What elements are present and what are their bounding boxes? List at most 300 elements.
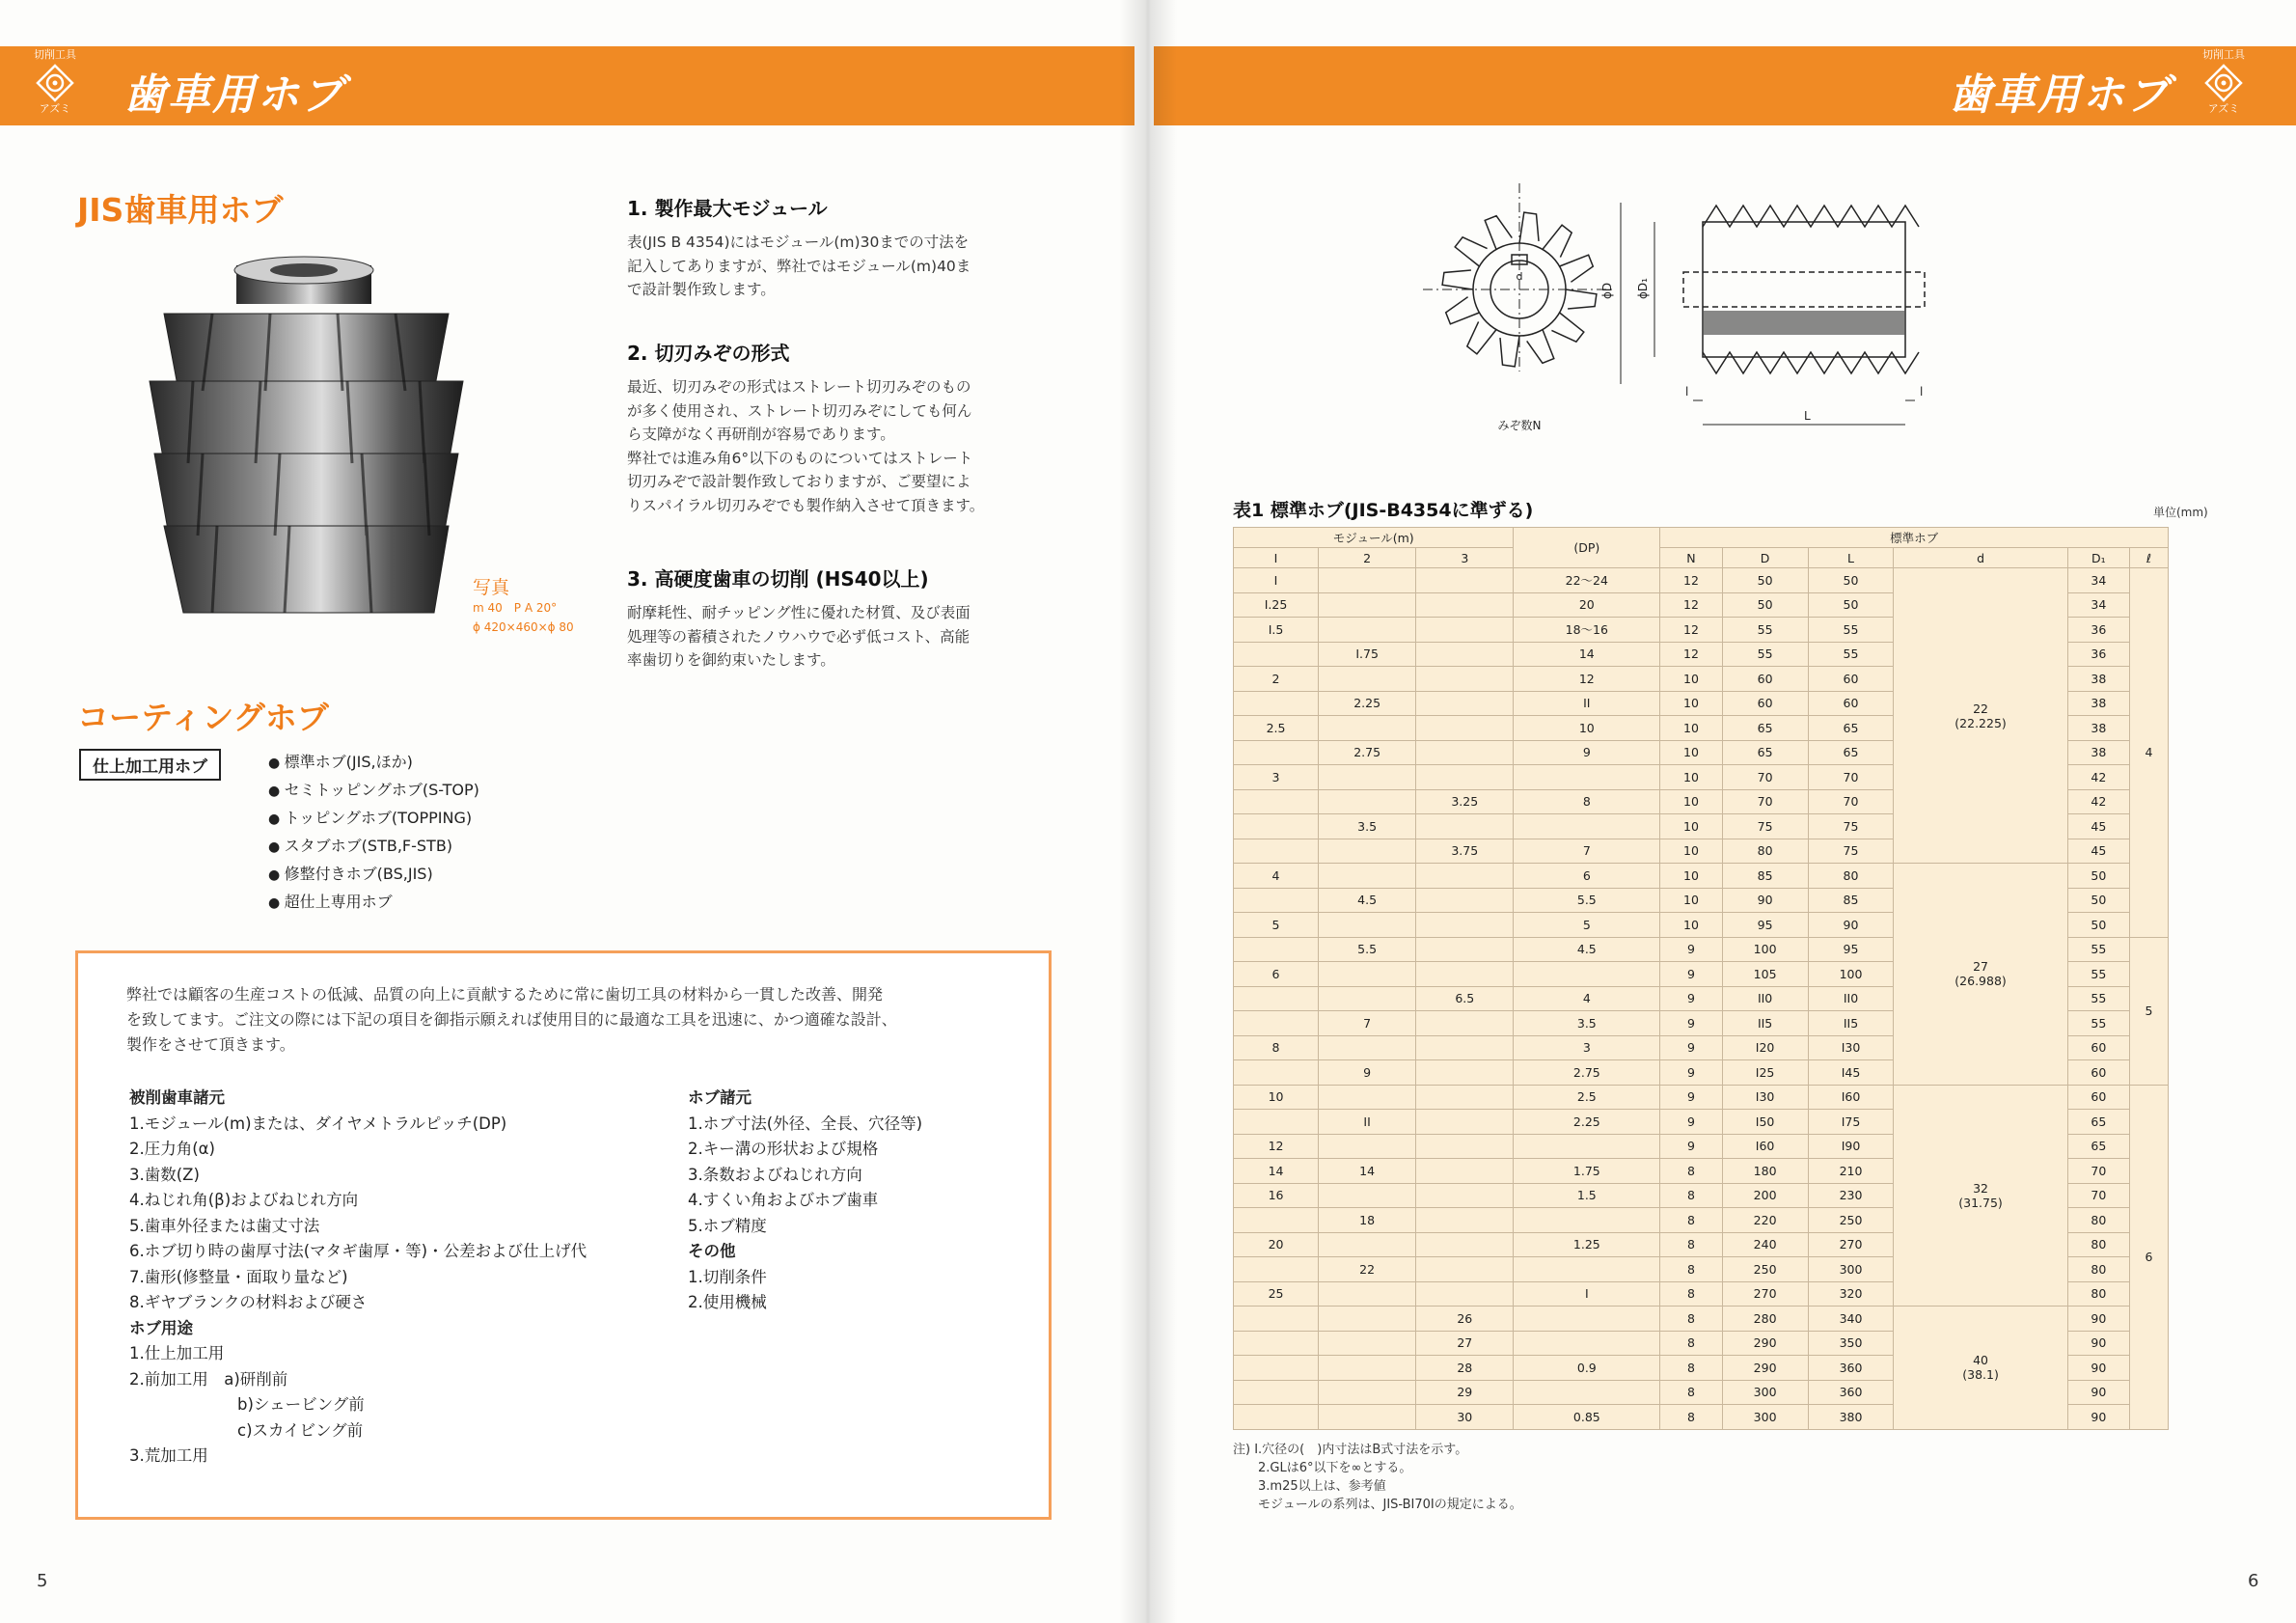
table-cell xyxy=(1234,888,1319,913)
table-cell xyxy=(1416,667,1514,692)
table-cell: 8 xyxy=(1660,1208,1722,1233)
section-title: 2. 切刃みぞの形式 xyxy=(627,342,790,365)
table-cell: 10 xyxy=(1660,864,1722,889)
table-cell: 90 xyxy=(2067,1405,2129,1430)
table-cell xyxy=(1234,642,1319,667)
body-line: 表(JIS B 4354)にはモジュール(m)30までの寸法を xyxy=(627,234,970,251)
list-item: 3.歯数(Z) xyxy=(129,1165,200,1184)
list-item: ● 標準ホブ(JIS,ほか) xyxy=(268,749,479,777)
logo-text: アズミ xyxy=(2207,102,2240,115)
table-cell xyxy=(1319,1281,1416,1307)
table-cell: 3.25 xyxy=(1416,789,1514,814)
section-title: 3. 高硬度歯車の切削 (HS40以上) xyxy=(627,567,929,591)
table-cell: I30 xyxy=(1808,1035,1894,1060)
table-cell: 38 xyxy=(2067,716,2129,741)
table-cell: I75 xyxy=(1808,1110,1894,1135)
table-cell: 5 xyxy=(1234,913,1319,938)
header-small-label: 切削工具 xyxy=(34,48,76,61)
table-cell: 80 xyxy=(2067,1232,2129,1257)
table-cell: 90 xyxy=(1722,888,1808,913)
body-line: で設計製作致します。 xyxy=(627,281,776,298)
table-cell: 2.75 xyxy=(1514,1060,1660,1086)
list-item: ● トッピングホブ(TOPPING) xyxy=(268,805,479,833)
d-value: 22 xyxy=(1973,701,1988,716)
table-cell: 55 xyxy=(1808,618,1894,643)
standard-hob-table xyxy=(1233,527,2169,1430)
table-cell xyxy=(1319,962,1416,987)
table-cell: 9 xyxy=(1660,1085,1722,1110)
table-cell: 10 xyxy=(1660,716,1722,741)
table-cell xyxy=(1416,1183,1514,1208)
table-cell: 50 xyxy=(2067,888,2129,913)
header-cell: N xyxy=(1660,548,1722,568)
table-cell: 290 xyxy=(1722,1356,1808,1381)
table-cell: 3 xyxy=(1514,1035,1660,1060)
table-cell: 5.5 xyxy=(1319,937,1416,962)
table-cell: I.75 xyxy=(1319,642,1416,667)
table-cell xyxy=(1514,765,1660,790)
table-cell: 105 xyxy=(1722,962,1808,987)
table-cell: 16 xyxy=(1234,1183,1319,1208)
d-value-inch: (22.225) xyxy=(1954,715,2007,730)
header-cell: 2 xyxy=(1319,548,1416,568)
header-cell: d xyxy=(1894,548,2067,568)
photo-caption-spec1: m 40 P A 20° xyxy=(473,601,558,615)
table-cell xyxy=(1234,1405,1319,1430)
table-cell: 8 xyxy=(1660,1331,1722,1356)
logo-emblem-icon xyxy=(36,64,74,102)
table-cell: 250 xyxy=(1722,1257,1808,1282)
table-body xyxy=(1234,568,2169,1430)
table-cell: 2.25 xyxy=(1319,691,1416,716)
table-cell: 65 xyxy=(1808,716,1894,741)
table-cell: 360 xyxy=(1808,1356,1894,1381)
body-line: 最近、切刃みぞの形式はストレート切刃みぞのもの xyxy=(627,378,971,396)
photo-caption xyxy=(473,577,574,637)
list-item: 8.ギヤブランクの材料および硬さ xyxy=(129,1293,368,1311)
table-cell: 60 xyxy=(1808,667,1894,692)
table-cell: I20 xyxy=(1722,1035,1808,1060)
list-item: 4.ねじれ角(β)およびねじれ方向 xyxy=(129,1191,359,1209)
table-cell: 38 xyxy=(2067,740,2129,765)
table-cell: 5.5 xyxy=(1514,888,1660,913)
table-cell: 60 xyxy=(2067,1085,2129,1110)
table-cell xyxy=(1416,864,1514,889)
table-cell: 1.5 xyxy=(1514,1183,1660,1208)
table-cell: 8 xyxy=(1234,1035,1319,1060)
table-cell: 50 xyxy=(1722,568,1808,593)
table-cell: 70 xyxy=(1722,765,1808,790)
table-cell: 240 xyxy=(1722,1232,1808,1257)
table-cell: 14 xyxy=(1514,642,1660,667)
table-cell: 210 xyxy=(1808,1159,1894,1184)
table-cell: 12 xyxy=(1660,568,1722,593)
section-hard-gear xyxy=(627,564,1080,673)
table-cell xyxy=(1416,1281,1514,1307)
table-cell: 36 xyxy=(2067,618,2129,643)
table-cell: 12 xyxy=(1660,618,1722,643)
logo-emblem-icon xyxy=(2204,64,2243,102)
table-cell: 60 xyxy=(2067,1060,2129,1086)
list-item: 5.歯車外径または歯丈寸法 xyxy=(129,1216,320,1235)
table-cell: 12 xyxy=(1234,1134,1319,1159)
table-cell: 6.5 xyxy=(1416,986,1514,1011)
table-cell: 26 xyxy=(1416,1307,1514,1332)
header-standard-hob: 標準ホブ xyxy=(1660,528,2169,548)
list-item: 3.条数およびねじれ方向 xyxy=(688,1165,862,1184)
table-cell: 70 xyxy=(2067,1159,2129,1184)
coating-hob-heading: コーティングホブ xyxy=(77,699,329,736)
table-cell xyxy=(1416,1208,1514,1233)
table-cell: 10 xyxy=(1660,839,1722,864)
table-cell: 4.5 xyxy=(1514,937,1660,962)
table-cell: 8 xyxy=(1660,1405,1722,1430)
table-cell: 300 xyxy=(1722,1380,1808,1405)
table-cell: 9 xyxy=(1660,986,1722,1011)
header-cell: D₁ xyxy=(2067,548,2129,568)
table-cell: 50 xyxy=(2067,864,2129,889)
gear-spec-heading: 被削歯車諸元 xyxy=(129,1088,225,1107)
table-cell: 20 xyxy=(1234,1232,1319,1257)
header-cell: D xyxy=(1722,548,1808,568)
table-cell: 12 xyxy=(1660,592,1722,618)
table-cell: 20 xyxy=(1514,592,1660,618)
table-cell xyxy=(1514,1257,1660,1282)
header-cell: L xyxy=(1808,548,1894,568)
body-line: 弊社では進み角6°以下のものについてはストレート xyxy=(627,449,973,467)
logo-text: アズミ xyxy=(39,102,71,115)
table-cell xyxy=(1319,1134,1416,1159)
table-cell: II xyxy=(1319,1110,1416,1135)
table-cell: 95 xyxy=(1722,913,1808,938)
header-module: モジュール(m) xyxy=(1234,528,1514,548)
table-cell: 8 xyxy=(1660,1257,1722,1282)
table-cell xyxy=(1319,1307,1416,1332)
table-cell xyxy=(1234,814,1319,839)
table-cell: 3.75 xyxy=(1416,839,1514,864)
table-cell: 360 xyxy=(1808,1380,1894,1405)
table-cell: 1.75 xyxy=(1514,1159,1660,1184)
body-line: が多く使用され、ストレート切刃みぞにしても何ん xyxy=(627,401,972,420)
coating-list xyxy=(268,749,479,917)
table-cell-l: 5 xyxy=(2130,937,2169,1085)
table-row xyxy=(1234,864,2169,889)
header-cell: 3 xyxy=(1416,548,1514,568)
intro-line: を致してます。ご注文の際には下記の項目を御指示願えれば使用目的に最適な工具を迅速に、かつ適確な設計、 xyxy=(126,1010,897,1029)
table-cell: 4.5 xyxy=(1319,888,1416,913)
table-cell: 38 xyxy=(2067,691,2129,716)
label-length: L xyxy=(1804,409,1811,423)
table-cell xyxy=(1234,1011,1319,1036)
table-cell: 10 xyxy=(1660,814,1722,839)
table-cell: 350 xyxy=(1808,1331,1894,1356)
table-cell: I xyxy=(1234,568,1319,593)
table-cell: 340 xyxy=(1808,1307,1894,1332)
list-item: 1.切削条件 xyxy=(688,1267,767,1286)
table-cell xyxy=(1416,814,1514,839)
table-cell: 270 xyxy=(1722,1281,1808,1307)
table-cell: 10 xyxy=(1660,913,1722,938)
table-cell xyxy=(1234,789,1319,814)
table-cell xyxy=(1234,691,1319,716)
table-cell: 18～16 xyxy=(1514,618,1660,643)
body-line: 耐摩耗性、耐チッピング性に優れた材質、及び表面 xyxy=(627,604,970,621)
table-cell: 28 xyxy=(1416,1356,1514,1381)
table-cell: 27 xyxy=(1416,1331,1514,1356)
note-line: 3.m25以上は、参考値 xyxy=(1258,1479,1386,1494)
table-cell-l: 4 xyxy=(2130,568,2169,938)
section-max-module xyxy=(627,193,1080,302)
table-cell: 10 xyxy=(1660,888,1722,913)
table-cell: I.5 xyxy=(1234,618,1319,643)
table-cell: 50 xyxy=(1808,568,1894,593)
table-cell: 60 xyxy=(2067,1035,2129,1060)
list-item: 6.ホブ切り時の歯厚寸法(マタギ歯厚・等)・公差および仕上げ代 xyxy=(129,1242,588,1260)
table-cell: II5 xyxy=(1808,1011,1894,1036)
table-cell: 8 xyxy=(1660,1307,1722,1332)
page-number-right: 6 xyxy=(2248,1571,2259,1591)
table-cell xyxy=(1514,814,1660,839)
table-cell: 45 xyxy=(2067,814,2129,839)
table-cell: 300 xyxy=(1722,1405,1808,1430)
table-cell: 70 xyxy=(1808,765,1894,790)
table-cell xyxy=(1416,913,1514,938)
table-cell: 95 xyxy=(1808,937,1894,962)
table-cell: 70 xyxy=(1808,789,1894,814)
body-line: 記入してありますが、弊社ではモジュール(m)40ま xyxy=(627,257,971,275)
table-cell xyxy=(1416,740,1514,765)
order-intro xyxy=(126,982,1000,1058)
table-cell: 10 xyxy=(1514,716,1660,741)
table-cell: 9 xyxy=(1660,1060,1722,1086)
section-body xyxy=(627,231,1080,302)
table-cell xyxy=(1234,1380,1319,1405)
list-item: ● 超仕上専用ホブ xyxy=(268,889,479,917)
table-cell xyxy=(1319,1183,1416,1208)
table-cell-d xyxy=(1894,1307,2067,1430)
table-cell: 7 xyxy=(1319,1011,1416,1036)
table-cell xyxy=(1416,1085,1514,1110)
table-cell: 90 xyxy=(1808,913,1894,938)
header-small-label: 切削工具 xyxy=(2202,48,2245,61)
table-cell: II0 xyxy=(1722,986,1808,1011)
table-cell: 50 xyxy=(2067,913,2129,938)
table-cell: 8 xyxy=(1660,1380,1722,1405)
list-item: ● スタブホブ(STB,F-STB) xyxy=(268,833,479,861)
table-cell: 100 xyxy=(1808,962,1894,987)
table-cell xyxy=(1234,1331,1319,1356)
section-body xyxy=(627,375,1080,517)
table-cell: 12 xyxy=(1514,667,1660,692)
book-gutter xyxy=(1119,0,1177,1623)
table-cell xyxy=(1319,839,1416,864)
table-cell: 4 xyxy=(1234,864,1319,889)
table-cell: I60 xyxy=(1722,1134,1808,1159)
table-notes xyxy=(1233,1441,1522,1514)
table-cell xyxy=(1319,789,1416,814)
table-cell xyxy=(1234,1307,1319,1332)
note-line: 2.GLは6°以下を∞とする。 xyxy=(1258,1461,1412,1475)
list-item: 1.モジュール(m)または、ダイヤメトラルピッチ(DP) xyxy=(129,1114,507,1133)
table-cell: 80 xyxy=(2067,1257,2129,1282)
table-cell: 38 xyxy=(2067,667,2129,692)
table-cell: 230 xyxy=(1808,1183,1894,1208)
table-cell: 36 xyxy=(2067,642,2129,667)
table-cell: 180 xyxy=(1722,1159,1808,1184)
table-cell xyxy=(1514,1307,1660,1332)
page-number-left: 5 xyxy=(37,1571,48,1591)
table-cell: 380 xyxy=(1808,1405,1894,1430)
photo-caption-title: 写真 xyxy=(473,577,510,598)
table-cell xyxy=(1319,1356,1416,1381)
header-dp: (DP) xyxy=(1514,528,1660,568)
list-item: 1.ホブ寸法(外径、全長、穴径等) xyxy=(688,1114,923,1133)
table-cell: 8 xyxy=(1660,1356,1722,1381)
table-cell xyxy=(1319,592,1416,618)
table-cell: 70 xyxy=(2067,1183,2129,1208)
table-cell: 200 xyxy=(1722,1183,1808,1208)
table-cell: II5 xyxy=(1722,1011,1808,1036)
table-cell xyxy=(1319,568,1416,593)
table-cell: I30 xyxy=(1722,1085,1808,1110)
table-cell: 30 xyxy=(1416,1405,1514,1430)
list-item: 2.圧力角(α) xyxy=(129,1140,215,1158)
table-cell: 55 xyxy=(2067,962,2129,987)
label-flutes: みぞ数N xyxy=(1497,419,1542,432)
hob-spec-column xyxy=(688,1086,922,1316)
table-cell: 320 xyxy=(1808,1281,1894,1307)
label-d1: ϕD₁ xyxy=(1636,278,1650,299)
table-cell: 3.5 xyxy=(1514,1011,1660,1036)
table-cell: 75 xyxy=(1808,814,1894,839)
d-value-inch: (26.988) xyxy=(1954,974,2007,989)
table-cell xyxy=(1319,765,1416,790)
table-cell: 65 xyxy=(2067,1110,2129,1135)
table-cell: 18 xyxy=(1319,1208,1416,1233)
table-cell: 100 xyxy=(1722,937,1808,962)
table-cell xyxy=(1319,1035,1416,1060)
table-cell: 75 xyxy=(1722,814,1808,839)
label-d: d xyxy=(1516,270,1523,283)
table-cell: 12 xyxy=(1660,642,1722,667)
table-cell xyxy=(1319,913,1416,938)
list-item xyxy=(129,1367,587,1393)
table-unit: 単位(mm) xyxy=(2153,506,2208,519)
table-cell xyxy=(1416,1035,1514,1060)
table-cell: 85 xyxy=(1722,864,1808,889)
table-cell: 50 xyxy=(1722,592,1808,618)
table-cell: 3 xyxy=(1234,765,1319,790)
table-cell: I90 xyxy=(1808,1134,1894,1159)
table-cell: 60 xyxy=(1722,667,1808,692)
section-body xyxy=(627,601,1080,673)
intro-line: 弊社では顧客の生産コストの低減、品質の向上に貢献するために常に歯切工具の材料から一貫した改善、開発 xyxy=(126,985,884,1004)
table-cell: 280 xyxy=(1722,1307,1808,1332)
table-cell: 8 xyxy=(1660,1183,1722,1208)
table-cell xyxy=(1416,716,1514,741)
table-cell: 14 xyxy=(1319,1159,1416,1184)
table-cell: I45 xyxy=(1808,1060,1894,1086)
table-cell xyxy=(1319,1331,1416,1356)
table-cell: 55 xyxy=(2067,937,2129,962)
table-cell: 10 xyxy=(1660,789,1722,814)
table-cell: 55 xyxy=(1722,618,1808,643)
table-cell: 10 xyxy=(1660,667,1722,692)
table-cell: 0.85 xyxy=(1514,1405,1660,1430)
gear-spec-column xyxy=(129,1086,587,1470)
table-cell: 2.25 xyxy=(1514,1110,1660,1135)
right-page xyxy=(1148,0,2296,1623)
table-cell xyxy=(1319,1085,1416,1110)
table-cell xyxy=(1514,1331,1660,1356)
table-cell xyxy=(1234,1110,1319,1135)
table-cell: 0.9 xyxy=(1514,1356,1660,1381)
table-cell: 65 xyxy=(1722,716,1808,741)
table-cell xyxy=(1416,1232,1514,1257)
label-l-right: l xyxy=(1920,385,1924,399)
table-cell: II xyxy=(1514,691,1660,716)
table-cell: 34 xyxy=(2067,592,2129,618)
table-row xyxy=(1234,1085,2169,1110)
hob-photo xyxy=(145,256,468,642)
table-cell: 22～24 xyxy=(1514,568,1660,593)
table-cell xyxy=(1416,1159,1514,1184)
table-cell: 220 xyxy=(1722,1208,1808,1233)
table-cell: 1.25 xyxy=(1514,1232,1660,1257)
table-cell xyxy=(1319,618,1416,643)
list-item: 2.キー溝の形状および規格 xyxy=(688,1140,879,1158)
table-cell: 65 xyxy=(1808,740,1894,765)
table-cell xyxy=(1416,765,1514,790)
table-cell: 55 xyxy=(2067,1011,2129,1036)
table-cell: 9 xyxy=(1660,962,1722,987)
list-item: 2.使用機械 xyxy=(688,1293,767,1311)
table-cell xyxy=(1514,962,1660,987)
table-cell xyxy=(1319,986,1416,1011)
table-cell: 9 xyxy=(1319,1060,1416,1086)
table-cell: I50 xyxy=(1722,1110,1808,1135)
note-line: モジュールの系列は、JIS-BI70Iの規定による。 xyxy=(1258,1498,1522,1512)
photo-caption-spec2: ϕ 420×460×ϕ 80 xyxy=(473,620,574,634)
table-cell xyxy=(1319,716,1416,741)
table-cell: 10 xyxy=(1660,691,1722,716)
table-cell: 42 xyxy=(2067,765,2129,790)
table-cell: 6 xyxy=(1234,962,1319,987)
other-heading: その他 xyxy=(688,1242,736,1260)
table-cell: 8 xyxy=(1514,789,1660,814)
usage-2-label: 2.前加工用 xyxy=(129,1369,208,1389)
table-cell: 290 xyxy=(1722,1331,1808,1356)
list-item: 1.仕上加工用 xyxy=(129,1344,225,1362)
table-cell: I25 xyxy=(1722,1060,1808,1086)
table-cell xyxy=(1416,937,1514,962)
table-cell: 2.5 xyxy=(1514,1085,1660,1110)
table-cell xyxy=(1319,1405,1416,1430)
table-cell: 50 xyxy=(1808,592,1894,618)
table-cell xyxy=(1234,1356,1319,1381)
header-cell: ℓ xyxy=(2130,548,2169,568)
table-cell: 34 xyxy=(2067,568,2129,593)
table-cell xyxy=(1234,1060,1319,1086)
d-value: 27 xyxy=(1973,959,1988,975)
order-info-box xyxy=(75,950,1052,1520)
list-item: b)シェービング前 xyxy=(237,1395,365,1414)
table-cell: 2.75 xyxy=(1319,740,1416,765)
table-cell xyxy=(1416,1011,1514,1036)
list-item: ● セミトッピングホブ(S-TOP) xyxy=(268,777,479,805)
table-cell xyxy=(1234,740,1319,765)
table-cell: 80 xyxy=(1808,864,1894,889)
